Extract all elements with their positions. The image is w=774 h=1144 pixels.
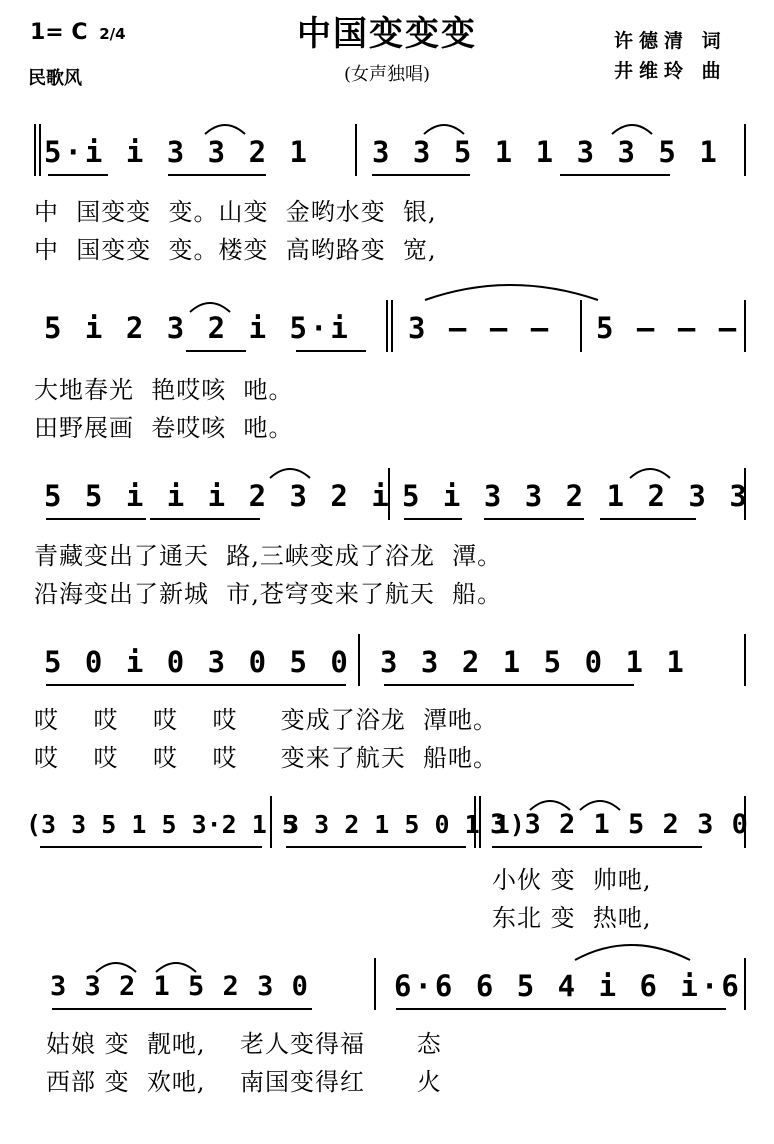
lyric-line: 哎 哎 哎 哎 变来了航天 船吔。 [34,744,498,772]
song-title: 中国变变变 [297,14,477,54]
key-signature: 1= C 2/4 [30,20,126,45]
measure: (3 3 5 1 5 3·2 1 5 [26,809,297,839]
lyric-line: 姑娘 变 靓吔, 老人变得福 态 [46,1030,442,1058]
lyric-line: 青藏变出了通天 路,三峡变成了浴龙 潭。 [34,542,503,570]
barline [386,300,388,352]
staff-line-2 [0,288,774,368]
barline [388,468,390,520]
song-subtitle: (女声独唱) [343,64,431,85]
barline [744,796,746,848]
beam [372,174,470,176]
measure: 3 3 2 1 5 2 3 0 [50,970,309,1002]
measure: 3 — — — [408,311,552,345]
beam [168,174,266,176]
staff-line-5 [0,784,774,864]
beam [48,174,108,176]
beam [404,518,462,520]
staff-line-3 [0,456,774,536]
barline [355,124,357,176]
lyric-line: 沿海变出了新城 市,苍穹变来了航天 船。 [34,580,503,608]
beam [286,846,466,848]
start-barline [34,124,36,176]
beam [186,350,246,352]
lyric-line: 西部 变 欢吔, 南国变得红 火 [46,1068,442,1096]
barline [744,300,746,352]
staff-line-6 [0,946,774,1026]
measure: 3 3 2 1 5 0 1 1 [380,645,687,679]
beam [46,684,346,686]
lyricist-credit: 许德清 词 [614,30,727,52]
barline [580,300,582,352]
beam [560,174,670,176]
measure: 5 0 i 0 3 0 5 0 [44,645,351,679]
barline [744,958,746,1010]
lyric-line: 东北 变 热吔, [492,904,652,932]
measure: 3 3 5 1 1 3 3 5 1 [372,135,720,169]
beam [396,1008,726,1010]
beam [600,518,696,520]
measure: 5 5 i i i 2 3 2 i [44,479,392,513]
lyric-line: 中 国变变 变。山变 金哟水变 银, [34,198,437,226]
barline [270,796,272,848]
barline [474,796,476,848]
measure: 5·i i 3 3 2 1 [44,135,310,169]
measure: 5 i 2 3 2 i 5·i [44,311,351,345]
beam [492,846,702,848]
barline [374,958,376,1010]
time-signature: 2/4 [99,25,126,43]
barline [744,468,746,520]
barline [744,634,746,686]
composer-credit: 井维玲 曲 [614,60,727,82]
beam [296,350,366,352]
beam [484,518,584,520]
measure: 6·6 6 5 4 i 6 i·6 [394,969,742,1003]
lyric-line: 大地春光 艳哎咳 吔。 [34,376,294,404]
beam [150,518,260,520]
barline [358,634,360,686]
measure: 5 i 3 3 2 1 2 3 3 [402,479,750,513]
beam [52,1008,312,1010]
measure: 3 3 2 1 5 2 3 0 [490,808,749,840]
style-marking: 民歌风 [28,68,82,89]
beam [46,518,146,520]
lyric-line: 小伙 变 帅吔, [492,866,652,894]
barline [744,124,746,176]
lyric-line: 哎 哎 哎 哎 变成了浴龙 潭吔。 [34,706,498,734]
staff-line-4 [0,622,774,702]
lyric-line: 中 国变变 变。楼变 高哟路变 宽, [34,236,437,264]
lyric-line: 田野展画 卷哎咳 吔。 [34,414,294,442]
measure: 5 — — — [596,311,740,345]
beam [384,684,634,686]
measure: 3 3 2 1 5 0 1 1) [284,809,525,839]
beam [40,846,262,848]
staff-line-1 [0,112,774,192]
